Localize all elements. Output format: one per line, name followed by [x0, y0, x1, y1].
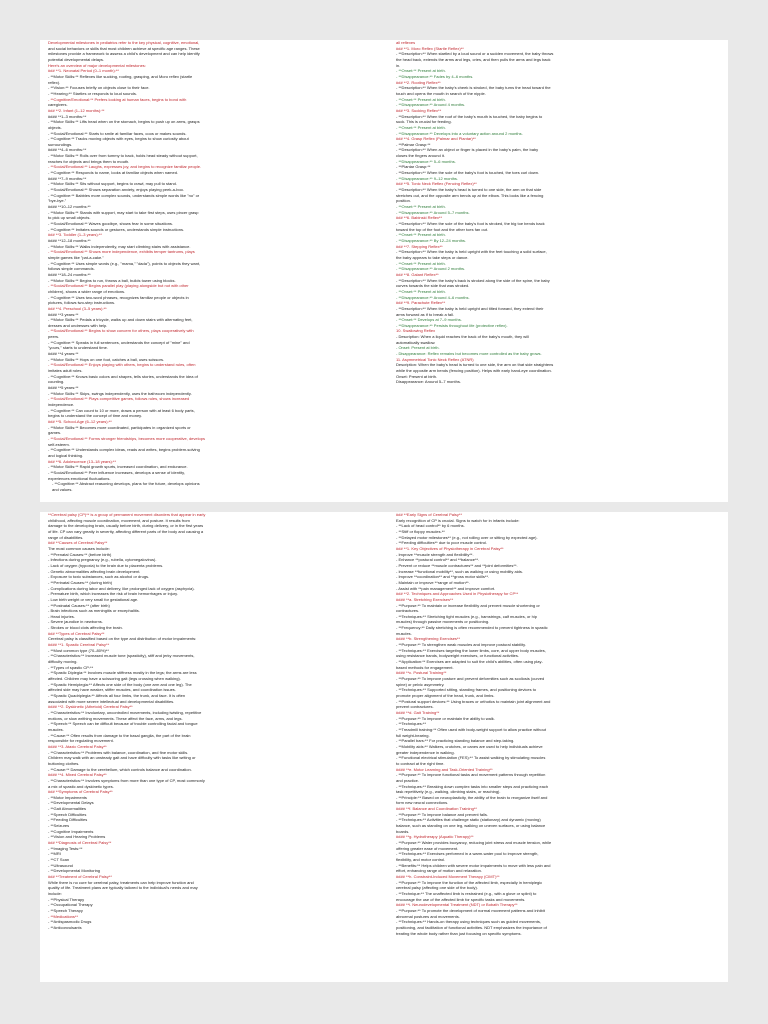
- text-line: flexibility, and motor control.: [396, 857, 446, 863]
- text-line: ### **1. Neonatal Period (0–1 month):**: [48, 68, 119, 74]
- text-line: to contract at the right time.: [396, 760, 445, 766]
- text-line: #### **1–3 months:**: [48, 113, 87, 119]
- text-line: counting.: [48, 379, 65, 385]
- text-line: touch and opens the mouth in search of the nipple.: [396, 90, 486, 96]
- text-line: of life. CP can vary greatly in severity, affecting different parts of the body and causing a: [48, 528, 204, 534]
- text-line: - Enhance **postural control** and **balance**.: [396, 557, 480, 563]
- text-line: ### **2. Rooting Reflex**: [396, 79, 441, 85]
- text-line: - Infections during pregnancy (e.g., rubella, cytomegalovirus).: [48, 557, 157, 563]
- text-line: #### **b. Strengthening Exercises**: [396, 636, 461, 642]
- text-line: - **Description:** When startled by a loud sound or a sudden movement, the baby throws: [396, 51, 554, 57]
- text-line: - **Disappearance:** Around 4 months.: [396, 102, 466, 108]
- text-line: - **Hearing:** Startles or responds to loud sounds.: [48, 90, 137, 96]
- text-line: - **Characteristics:** Increased muscle tone (spasticity), stiff and jerky movements,: [48, 653, 195, 659]
- text-line: - **Cause:** Often results from damage to the basal ganglia, the part of the brain: [48, 732, 191, 738]
- text-line: - **Cognitive:** Uses simple words (e.g., "mama," "dada"), points to objects they want,: [48, 260, 201, 266]
- text-line: - **Characteristics:** Involuntary, uncontrolled movements, including twisting, repetitive: [48, 709, 202, 715]
- text-line: ### **Diagnosis of Cerebral Palsy**: [48, 840, 112, 846]
- text-line: prevent contractures.: [396, 704, 434, 710]
- text-line: - **Description:** When the baby is held upright with the feet touching a solid surface,: [396, 249, 547, 255]
- text-line: While there is no cure for cerebral palsy, treatments can help improve function and: [48, 879, 194, 885]
- text-line: ### **2. Infant (1–12 months):**: [48, 107, 105, 113]
- text-line: range of disabilities.: [48, 534, 84, 540]
- text-line: #### **a. Stretching Exercises**: [396, 596, 454, 602]
- text-line: - Increase **functional mobility**, such as walking or using mobility aids.: [396, 568, 523, 574]
- text-line: - Lack of oxygen (hypoxia) to the brain due to placenta problems.: [48, 562, 164, 568]
- text-line: - **Spastic Diplegia:** Involves muscle stiffness mostly in the legs; the arms are less: [48, 670, 197, 676]
- text-line: - **Purpose:** To improve the function of the affected limb, especially in hemiplegic: [396, 879, 543, 885]
- text-line: - Improve **coordination** and **gross motor skills**.: [396, 574, 490, 580]
- text-line: - **Parallel bars:** For practicing standing balance and step-taking.: [396, 738, 515, 744]
- text-line: ### **6. Adolescence (13–18 years):**: [48, 458, 117, 464]
- text-line: independence.: [48, 402, 75, 407]
- text-line: - Maintain or improve **range of motion**.: [396, 579, 470, 585]
- text-line: simple games like "pat-a-cake.": [48, 254, 104, 260]
- text-line: imitates adult roles.: [48, 368, 83, 374]
- text-line: - **Motor Skills:** Reflexes like sucking, rooting, grasping, and Moro reflex (startle: [48, 73, 193, 79]
- text-line: #### **4. Mixed Cerebral Palsy**: [48, 772, 107, 778]
- text-line: - **Mobility aids:** Walkers, crutches, or canes are used to help individuals achieve: [396, 743, 543, 749]
- text-line: - **Physical Therapy: [48, 896, 85, 902]
- text-line: - **Motor Skills:** Stands with support, may start to take first steps, uses pincer grasp: [48, 209, 199, 215]
- text-line: - **Cause:** Damage to the cerebellum, which controls balance and coordination.: [48, 766, 192, 772]
- text-line: difficulty moving.: [48, 659, 78, 665]
- text-line: 11. Asymmetrical Tonic Neck Reflex (ATNR): [396, 356, 474, 362]
- text-line: - **Techniques:** Exercises performed in a warm-water pool to improve strength,: [396, 851, 539, 857]
- text-line: - **Speech Therapy: [48, 907, 83, 913]
- text-line: toward the top of the foot and the other toes fan out.: [396, 226, 489, 232]
- text-line: - **Delayed motor milestones** (e.g., not rolling over or sitting by expected age).: [396, 534, 538, 540]
- text-line: #### **5 years:**: [48, 385, 79, 391]
- text-line: #### **d. Gait Training**: [396, 709, 440, 715]
- text-line: - **Medications**: [48, 913, 79, 919]
- text-line: - **Cognitive:** Babbles more complex sounds, understands simple words like "no" or: [48, 192, 200, 198]
- text-line: - **Description:** When an object or finger is placed in the baby's palm, the baby: [396, 147, 539, 153]
- text-line: - **Speech:** Speech can be difficult because of trouble controlling facial and tongue: [48, 721, 198, 727]
- text-line: and social behaviors or skills that most children achieve at specific age ranges. These: [48, 45, 200, 51]
- text-line: - **Motor Impairments: [48, 794, 87, 800]
- text-line: - **Cognitive/Emotional:** Prefers looking at human faces, begins to bond with: [48, 96, 187, 102]
- text-line: the baby appears to take steps or dance.: [396, 254, 469, 260]
- text-line: ### **Treatment of Cerebral Palsy**: [48, 874, 112, 879]
- text-line: spine) or pelvic asymmetry.: [396, 681, 445, 687]
- text-line: #### **10–12 months:**: [48, 204, 91, 210]
- text-line: - **Developmental Monitoring: [48, 868, 101, 874]
- text-line: games.: [48, 430, 62, 436]
- text-line: "yours," starts to understand time.: [48, 345, 108, 351]
- text-line: - **Antispasmodic Drugs: [48, 919, 92, 925]
- text-line: - **Frequency:** Daily stretching is often recommended to prevent tightness in spastic: [396, 625, 548, 631]
- text-line: affected side may have weaker, stiffer muscles, and coordination issues.: [48, 687, 176, 693]
- text-line: - **Techniques:** Supported sitting, standing frames, and positioning devices to: [396, 687, 537, 693]
- text-line: pictures, follows two-step instructions.: [48, 300, 116, 306]
- text-line: - Disappearance: Reflex remains but becomes more controlled as the baby grows.: [396, 351, 542, 357]
- text-line: - **Disappearance:** Around 5–7 months.: [396, 209, 470, 215]
- text-line: begins to understand the concept of time and money.: [48, 413, 142, 419]
- text-line: childhood, affecting muscle coordination, movement, and posture. It results from: [48, 517, 190, 523]
- text-line: muscles.: [396, 630, 412, 636]
- text-line: "bye-bye.": [48, 198, 67, 204]
- text-line: reflex).: [48, 79, 61, 85]
- text-line: - **Techniques:** Hands-on therapy using techniques such as guided movements,: [396, 919, 541, 925]
- text-line: - **Social/Emotional:** Shows separation anxiety, enjoys playing peek-a-boo.: [48, 187, 185, 193]
- text-line: ### **Causes of Cerebral Palsy**: [48, 540, 108, 546]
- text-line: - **MRI: [48, 851, 61, 857]
- text-line: - **Stiff or floppy muscles.**: [396, 528, 445, 534]
- text-line: Developmental milestones in pediatrics refer to the key physical, cognitive, emotional,: [48, 40, 200, 45]
- text-line: - **Anticonvulsants: [48, 924, 82, 930]
- text-line: ### **1. Key Objectives of Physiotherapy in Cerebral Palsy**: [396, 545, 504, 551]
- text-line: - **Cognitive:** Speaks in full sentences, understands the concept of "mine" and: [48, 339, 190, 345]
- text-line: - **Social/Emotional:** Shows more independence, exhibits temper tantrums, plays: [48, 249, 195, 255]
- text-line: Here's an overview of major developmental milestones:: [48, 62, 146, 68]
- text-line: surroundings.: [48, 141, 73, 147]
- text-line: - **Speech Difficulties: [48, 811, 87, 817]
- text-line: - **Vision and Hearing Problems: [48, 834, 106, 840]
- text-line: - **Motor Skills:** Rolls over from tummy to back, holds head steady without support,: [48, 153, 198, 159]
- text-line: - **Disappearance:** 5–6 months.: [396, 158, 456, 164]
- text-line: using resistance bands, bodyweight exercises, or functional activities.: [396, 653, 519, 659]
- text-line: potential developmental delays.: [48, 56, 105, 62]
- text-line: - **Functional electrical stimulation (FES):** To assist walking by stimulating muscles: [396, 755, 546, 761]
- text-line: - **Social/Emotional:** Peer influence increases, develops a sense of identity,: [48, 469, 185, 475]
- text-line: curves towards the side that was stroked.: [396, 283, 470, 289]
- text-line: associated with more severe intellectual and developmental disabilities.: [48, 698, 175, 704]
- text-line: greater independence in walking.: [396, 749, 455, 755]
- text-line: closes the fingers around it.: [396, 153, 445, 159]
- text-line: buttoning clothes.: [48, 760, 80, 766]
- text-line: - **Lack of head control** by 6 months.: [396, 523, 465, 529]
- text-line: affected. Children may have a scissoring gait (legs crossing when walking).: [48, 676, 181, 682]
- text-line: - **Cognitive:** Understands complex ideas, reads and writes, begins problem-solving: [48, 447, 200, 453]
- text-line: #### **3 years:**: [48, 311, 79, 317]
- text-line: - **Disappearance:** Around 4–6 months.: [396, 294, 470, 300]
- text-line: offering greater ease of movement.: [396, 845, 459, 851]
- text-line: - **Cognitive:** Knows basic colors and shapes, tells stories, understands the idea of: [48, 373, 198, 379]
- text-line: - Assist with **pain management** and improve comfort.: [396, 585, 496, 591]
- text-line: - **Motor Skills:** Hops on one foot, catches a ball, uses scissors.: [48, 356, 165, 362]
- text-line: - **Description:** When the baby's back is stroked along the side of the spine, the baby: [396, 277, 550, 283]
- text-line: #### **1. Spastic Cerebral Palsy**: [48, 642, 110, 648]
- text-line: promote proper alignment of the head, trunk, and limbs.: [396, 693, 495, 698]
- text-line: - **Ultrasound: [48, 862, 73, 868]
- text-line: - **Benefits:** Helps children with severe motor impairments to move with less pain and: [396, 862, 551, 868]
- text-line: - **Cognitive:** Uses two-word phrases, recognizes familiar people or objects in: [48, 294, 189, 300]
- text-line: full weight-bearing.: [396, 732, 430, 738]
- text-line: #### **f. Balance and Coordination Training**: [396, 806, 477, 812]
- text-line: - Low birth weight or very small for gestational age.: [48, 596, 139, 602]
- text-line: follows simple commands.: [48, 266, 95, 272]
- text-line: ### **4. Preschool (3–5 years):**: [48, 305, 107, 311]
- text-line: suck. This is crucial for feeding.: [396, 119, 452, 125]
- text-line: #### **e. Motor Learning and Task-Oriented Training**: [396, 766, 493, 772]
- text-line: - **Motor Skills:** Pedals a tricycle, walks up and down stairs with alternating feet,: [48, 317, 193, 323]
- text-line: #### **4 years:**: [48, 351, 79, 357]
- document-page-2: [40, 512, 728, 982]
- text-line: #### **h. Constraint-Induced Movement Therapy (CIMT)**: [396, 874, 500, 879]
- text-line: ### **5. School-Age (6–12 years):**: [48, 418, 112, 424]
- text-line: - **Disappearance:** Develops into a voluntary action around 2 months.: [396, 130, 523, 136]
- text-line: - **Onset:** Develops at 7–9 months.: [396, 317, 462, 323]
- text-line: - Severe jaundice in newborns.: [48, 619, 103, 625]
- text-line: - **CT Scan: [48, 857, 70, 863]
- text-line: - **Motor Skills:** Skips, swings independently, uses the bathroom independently.: [48, 390, 192, 396]
- text-line: Cerebral palsy is classified based on the type and distribution of motor impairments:: [48, 636, 197, 642]
- text-line: - **Social/Emotional:** Enjoys playing with others, begins to understand rules, often: [48, 362, 196, 368]
- text-line: experiences emotional fluctuations.: [48, 475, 111, 481]
- text-line: - **Social/Emotional:** Begins parallel play (playing alongside but not with other: [48, 283, 189, 289]
- text-line: contractures.: [396, 608, 420, 614]
- text-line: - Premature birth, which increases the risk of brain hemorrhages or injury.: [48, 591, 178, 597]
- text-line: - **Onset:** Present at birth.: [396, 232, 446, 238]
- text-line: - **Description:** When the baby's head is turned to one side, the arm on that side: [396, 187, 542, 193]
- text-line: - **Purpose:** To maintain or increase flexibility and prevent muscle shortening or: [396, 602, 540, 608]
- text-line: quality of life. Treatment plans are typically tailored to the individual's needs and may: [48, 885, 198, 891]
- page-1-right-column: [396, 40, 726, 502]
- text-line: - **Spastic Quadriplegia:** Affects all four limbs, the trunk, and face. It is often: [48, 693, 186, 698]
- text-line: - **Prenatal Causes:** (before birth): [48, 551, 112, 557]
- text-line: ### **4. Grasp Reflex (Palmar and Plantar)**: [396, 136, 476, 142]
- text-line: encourage the use of the affected limb for specific tasks and movements.: [396, 896, 526, 902]
- text-line: ### **Early Signs of Cerebral Palsy**: [396, 512, 463, 517]
- text-line: - **Description:** When the roof of the baby's mouth is touched, the baby begins to: [396, 113, 543, 119]
- text-line: motions, or slow writhing movements. These affect the face, arms, and legs.: [48, 715, 183, 721]
- text-line: - Description: When a liquid reaches the back of the baby's mouth, they will: [396, 334, 529, 340]
- text-line: - **Cognitive:** Tracks moving objects with eyes, begins to show curiosity about: [48, 136, 189, 142]
- text-line: #### **g. Hydrotherapy (Aquatic Therapy)**: [396, 834, 474, 840]
- text-line: - **Purpose:** Water provides buoyancy, reducing joint stress and muscle tension, while: [396, 840, 552, 846]
- document-page-1: [40, 40, 728, 502]
- text-line: - **Cognitive:** Responds to name, looks at familiar objects when named.: [48, 170, 179, 176]
- text-line: stretches out, and the opposite arm bends up at the elbow. This looks like a fencing: [396, 192, 544, 198]
- text-line: - **Plantar Grasp:**: [396, 164, 431, 170]
- text-line: - Genetic abnormalities affecting brain development.: [48, 568, 141, 574]
- text-line: - **Onset:** Present at birth.: [396, 124, 446, 130]
- text-line: to pick up small objects.: [48, 215, 91, 221]
- text-line: treating the whole body rather than just focusing on specific symptoms.: [396, 930, 522, 936]
- text-line: - **Social/Emotional:** Waves goodbye, shows fear in some situations.: [48, 221, 174, 226]
- text-line: - **Purpose:** To improve balance and prevent falls.: [396, 811, 488, 817]
- text-line: - **Imaging Tests:**: [48, 845, 83, 851]
- text-line: - **Seizures: [48, 823, 70, 829]
- text-line: #### **3. Ataxic Cerebral Palsy**: [48, 743, 107, 749]
- text-line: in.: [396, 62, 401, 68]
- text-line: ### **3. Toddler (1–3 years):**: [48, 232, 102, 238]
- text-line: cerebral palsy (affecting one side of the body).: [396, 885, 478, 891]
- text-line: 10. Swallowing Reflex: [396, 328, 436, 334]
- text-line: - Complications during labor and delivery, like prolonged lack of oxygen (asphyxia).: [48, 585, 195, 591]
- text-line: - **Disappearance:** Persists throughout life (protective reflex).: [396, 322, 508, 328]
- text-line: responsible for regulating movement.: [48, 738, 114, 744]
- text-line: while the opposite arm bends (fencing position). Helps with early hand-eye coordination.: [396, 368, 552, 374]
- text-line: The most common causes include:: [48, 545, 110, 551]
- text-line: #### **18–24 months:**: [48, 271, 91, 277]
- text-line: - **Onset:** Present at birth.: [396, 68, 446, 74]
- text-line: - **Techniques:**: [396, 721, 427, 727]
- text-line: - **Description:** When the baby's cheek is stroked, the baby turns the head toward the: [396, 85, 551, 91]
- text-line: self-esteem.: [48, 441, 70, 447]
- text-line: #### **4–6 months:**: [48, 147, 87, 153]
- text-line: Children may walk with an unsteady gait and have difficulty with tasks like writing or: [48, 755, 196, 761]
- text-line: damage to the developing brain, usually before birth, during delivery, or in the first years: [48, 523, 204, 529]
- text-line: all reflexes: [396, 40, 416, 45]
- text-line: - **Purpose:** To improve posture and prevent deformities such as scoliosis (curved: [396, 676, 545, 682]
- text-line: - **Principle:** Based on neuroplasticity, the ability of the brain to reorganize itself and: [396, 794, 548, 800]
- text-line: balance, such as standing on one leg, walking on uneven surfaces, or using balance: [396, 823, 546, 829]
- text-line: milestones provide a framework to assess a child's development and can help identify: [48, 51, 200, 57]
- text-line: - **Onset:** Present at birth.: [396, 260, 446, 266]
- text-line: - **Occupational Therapy: [48, 902, 93, 908]
- text-line: - **Social/Emotional:** Starts to smile at familiar faces, coos or makes sounds.: [48, 130, 187, 136]
- text-line: - Improve **muscle strength and flexibility**.: [396, 551, 474, 557]
- text-line: - **Purpose:** To promote the development of normal movement patterns and inhibit: [396, 907, 545, 913]
- text-line: peers.: [48, 334, 60, 340]
- text-line: - **Vision:** Focuses briefly on objects close to their face.: [48, 85, 150, 91]
- text-line: - **Application:** Exercises are adapted to suit the child's abilities, often using play-: [396, 659, 543, 665]
- text-line: ### **2. Techniques and Approaches Used in Physiotherapy for CP**: [396, 591, 519, 597]
- text-line: - **Technique:** The unaffected limb is restrained (e.g., with a glove or splint) to: [396, 890, 537, 896]
- text-line: - **Techniques:** Exercises targeting the lower limbs, core, and upper body muscles,: [396, 647, 546, 653]
- text-line: ### **6. Babinski Reflex**: [396, 215, 443, 221]
- text-line: - **Social/Emotional:** Begins to show concern for others, plays cooperatively with: [48, 328, 194, 334]
- text-line: - **Cognitive:** Abstract reasoning develops, plans for the future, develops opinions: [52, 481, 200, 487]
- text-line: and values.: [52, 486, 73, 492]
- text-line: - **Disappearance:** By 12–24 months.: [396, 237, 467, 243]
- text-line: and logical thinking.: [48, 452, 84, 458]
- text-line: - Exposure to toxic substances, such as alcohol or drugs.: [48, 574, 150, 580]
- text-line: - **Motor Skills:** Sits without support, begins to crawl, may pull to stand.: [48, 181, 177, 187]
- page-1-left-column: [48, 40, 378, 502]
- text-line: - **Onset:** Present at birth.: [396, 96, 446, 102]
- text-line: - **Characteristics:** Problems with balance, coordination, and fine motor skills.: [48, 749, 189, 755]
- text-line: - **Purpose:** To strengthen weak muscles and improve postural stability.: [396, 642, 526, 648]
- text-line: ### **3. Sucking Reflex**: [396, 107, 442, 113]
- text-line: - Strokes or blood clots affecting the brain.: [48, 625, 123, 631]
- text-line: - **Motor Skills:** Walks independently, may start climbing stairs with assistance.: [48, 243, 191, 249]
- text-line: reaches for objects and brings them to mouth.: [48, 158, 130, 164]
- text-line: - **Description:** When the sole of the baby's foot is touched, the toes curl down.: [396, 170, 540, 176]
- text-line: #### **c. Postural Training**: [396, 670, 447, 676]
- text-line: abnormal postures and movements.: [396, 913, 460, 919]
- text-line: - **Motor Skills:** Begins to run, throws a ball, builds tower using blocks.: [48, 277, 176, 283]
- text-line: Disappearance: Around 5–7 months.: [396, 379, 461, 385]
- text-line: - Head injuries.: [48, 613, 75, 619]
- text-line: based methods for engagement.: [396, 664, 454, 670]
- text-line: - **Social/Emotional:** Plays competitive games, follows rules, shows increased: [48, 396, 190, 402]
- text-line: - **Techniques:** Breaking down complex tasks into smaller steps and practicing each: [396, 783, 549, 789]
- text-line: muscles.: [48, 726, 64, 732]
- text-line: - **Motor Skills:** Rapid growth spurts, increased coordination, and endurance.: [48, 464, 188, 470]
- text-line: - **Postnatal Causes:** (after birth): [48, 602, 110, 608]
- text-line: - **Cognitive:** Can count to 10 or more, draws a person with at least 6 body parts,: [48, 407, 195, 413]
- text-line: Description: When the baby's head is turned to one side, the arm on that side straightens: [396, 362, 554, 368]
- text-line: - **Purpose:** To improve or maintain the ability to walk.: [396, 715, 495, 721]
- text-line: and practice.: [396, 777, 419, 783]
- text-line: - **Cognitive Impairments: [48, 828, 94, 834]
- text-line: - **Feeding difficulties** due to poor muscle control.: [396, 540, 488, 546]
- text-line: - **Types of spastic CP:**: [48, 664, 94, 670]
- text-line: - **Gait Abnormalities: [48, 806, 87, 812]
- text-line: - **Postural support devices:** Using braces or orthotics to maintain joint alignment and: [396, 698, 551, 704]
- text-line: - **Developmental Delays: [48, 800, 94, 806]
- text-line: ### **Types of Cerebral Palsy**: [48, 630, 105, 636]
- text-line: caregivers.: [48, 102, 68, 108]
- text-line: children), shows a wider range of emotions.: [48, 288, 126, 294]
- text-line: - Onset: Present at birth.: [396, 345, 440, 351]
- text-line: #### **2. Dyskinetic (Athetoid) Cerebral Palsy**: [48, 704, 133, 710]
- text-line: - **Social/Emotional:** Forms stronger friendships, becomes more cooperative, develops: [48, 435, 205, 441]
- text-line: **Cerebral palsy (CP)** is a group of permanent movement disorders that appear in early: [48, 512, 206, 517]
- text-line: ### **5. Tonic Neck Reflex (Fencing Reflex)**: [396, 181, 477, 187]
- text-line: #### **7–9 months:**: [48, 175, 87, 181]
- text-line: positioning, and facilitation of functional activities. NDT emphasizes the importance of: [396, 924, 547, 930]
- text-line: objects.: [48, 124, 62, 130]
- text-line: - **Treadmill training:** Often used with body-weight support to allow practice without: [396, 726, 546, 732]
- text-line: - **Description:** When the baby is held upright and tilted forward, they extend their: [396, 305, 544, 311]
- text-line: - Brain infections such as meningitis or encephalitis.: [48, 608, 140, 614]
- text-line: arms forward as if to break a fall.: [396, 311, 455, 317]
- text-line: - **Palmar Grasp:**: [396, 141, 431, 147]
- text-line: #### **12–18 months:**: [48, 237, 91, 243]
- text-line: - Prevent or reduce **muscle contractures** and **joint deformities**.: [396, 562, 518, 568]
- text-line: - **Techniques:** Stretching tight muscles (e.g., hamstrings, calf muscles, or hip: [396, 613, 537, 619]
- text-line: - **Onset:** Present at birth.: [396, 288, 446, 294]
- text-line: ### **7. Stepping Reflex**: [396, 243, 443, 249]
- text-line: task repetitively (e.g., walking, climbing stairs, or reaching).: [396, 789, 501, 795]
- text-line: - **Disappearance:** Around 2 months.: [396, 266, 466, 272]
- text-line: - **Purpose:** To improve functional tasks and movement patterns through repetition: [396, 772, 546, 778]
- text-line: - **Cognitive:** Imitates sounds or gestures, understands simple instructions.: [48, 226, 185, 232]
- page-2-left-column: [48, 512, 378, 982]
- text-line: - **Spastic Hemiplegia:** Affects one side of the body (one arm and one leg). The: [48, 681, 192, 687]
- text-line: - **Disappearance:** Fades by 4–6 months.: [396, 73, 474, 79]
- text-line: boards.: [396, 828, 410, 834]
- text-line: form new neural connections.: [396, 800, 449, 806]
- text-line: - **Perinatal Causes:** (during birth): [48, 579, 113, 585]
- text-line: ### **1. Moro Reflex (Startle Reflex)**: [396, 45, 464, 51]
- text-line: #### **i. Neurodevelopmental Treatment (NDT) or Bobath Therapy**: [396, 902, 518, 908]
- text-line: position.: [396, 198, 411, 204]
- text-line: effort, enhancing range of motion and relaxation.: [396, 868, 482, 874]
- text-line: Early recognition of CP is crucial. Signs to watch for in infants include:: [396, 517, 520, 523]
- text-line: - **Onset:** Present at birth.: [396, 204, 446, 210]
- text-line: Onset: Present at birth.: [396, 373, 438, 379]
- text-line: - **Motor Skills:** Becomes more coordinated, participates in organized sports or: [48, 424, 191, 430]
- text-line: a mix of spastic and dyskinetic types.: [48, 783, 114, 789]
- text-line: the head back, extends the arms and legs, cries, and then pulls the arms and legs back: [396, 56, 551, 62]
- text-line: - **Description:** When the sole of the baby's foot is stroked, the big toe bends back: [396, 221, 545, 226]
- text-line: dresses and undresses with help.: [48, 322, 108, 328]
- text-line: ### **8. Galant Reflex**: [396, 271, 439, 277]
- text-line: - **Motor Skills:** Lifts head when on the stomach, begins to push up on arms, grasps: [48, 119, 200, 125]
- text-line: - **Techniques:** Activities that challenge static (stationary) and dynamic (moving): [396, 817, 541, 823]
- text-line: ### **9. Parachute Reflex**: [396, 300, 446, 306]
- text-line: - **Social/Emotional:** Laughs, expresses joy, and begins to recognize familiar people.: [48, 164, 202, 170]
- text-line: - **Most common type (70–80%)**: [48, 647, 109, 653]
- text-line: muscles) through passive movements or positioning.: [396, 619, 490, 625]
- text-line: ### **Symptoms of Cerebral Palsy**: [48, 789, 113, 795]
- text-line: include:: [48, 890, 62, 896]
- text-line: - **Feeding Difficulties: [48, 817, 88, 823]
- text-line: - **Characteristics:** Involves symptoms from more than one type of CP, most commonly: [48, 777, 205, 783]
- text-line: - **Disappearance:** 9–12 months.: [396, 175, 459, 181]
- page-2-right-column: [396, 512, 726, 982]
- text-line: automatically swallow.: [396, 339, 436, 345]
